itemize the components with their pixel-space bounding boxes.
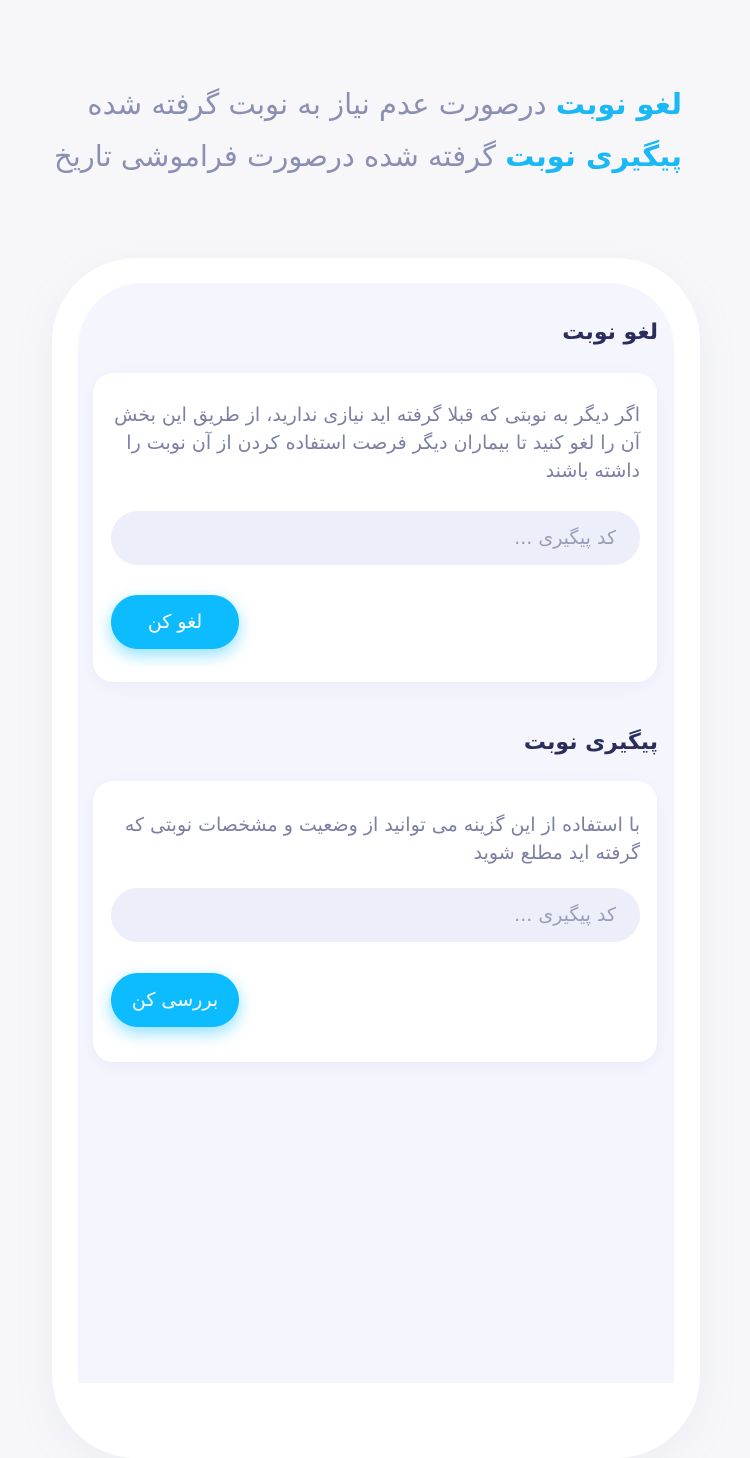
- track-card: [93, 781, 657, 1062]
- track-section-title: پیگیری نوبت: [523, 730, 658, 755]
- headline-line-1: [40, 78, 682, 130]
- headline-highlight-track: پیگیری نوبت: [505, 139, 682, 173]
- cancel-card: [93, 373, 657, 682]
- headline-highlight-cancel: لغو نوبت: [555, 87, 682, 121]
- track-tracking-code-input[interactable]: [111, 888, 640, 942]
- promo-headline: [40, 78, 682, 182]
- cancel-section-title: لغو نوبت: [562, 320, 658, 345]
- headline-line-2: [40, 130, 682, 182]
- cancel-description: اگر دیگر به نوبتی که قبلا گرفته اید نیازی ندارید، از طریق این بخش آن را لغو کنید تا بیماران دیگر فرصت استفاده کردن از آن نوبت را داشته باشند: [114, 404, 640, 482]
- cancel-tracking-code-input[interactable]: [111, 511, 640, 565]
- headline-text-2: گرفته شده درصورت فراموشی تاریخ: [53, 139, 506, 173]
- track-description: با استفاده از این گزینه می توانید از وضعیت و مشخصات نوبتی که گرفته اید مطلع شوید: [124, 814, 640, 864]
- cancel-button[interactable]: لغو کن: [111, 595, 239, 649]
- check-button[interactable]: بررسی کن: [111, 973, 239, 1027]
- headline-text-1: درصورت عدم نیاز به نوبت گرفته شده: [87, 87, 556, 121]
